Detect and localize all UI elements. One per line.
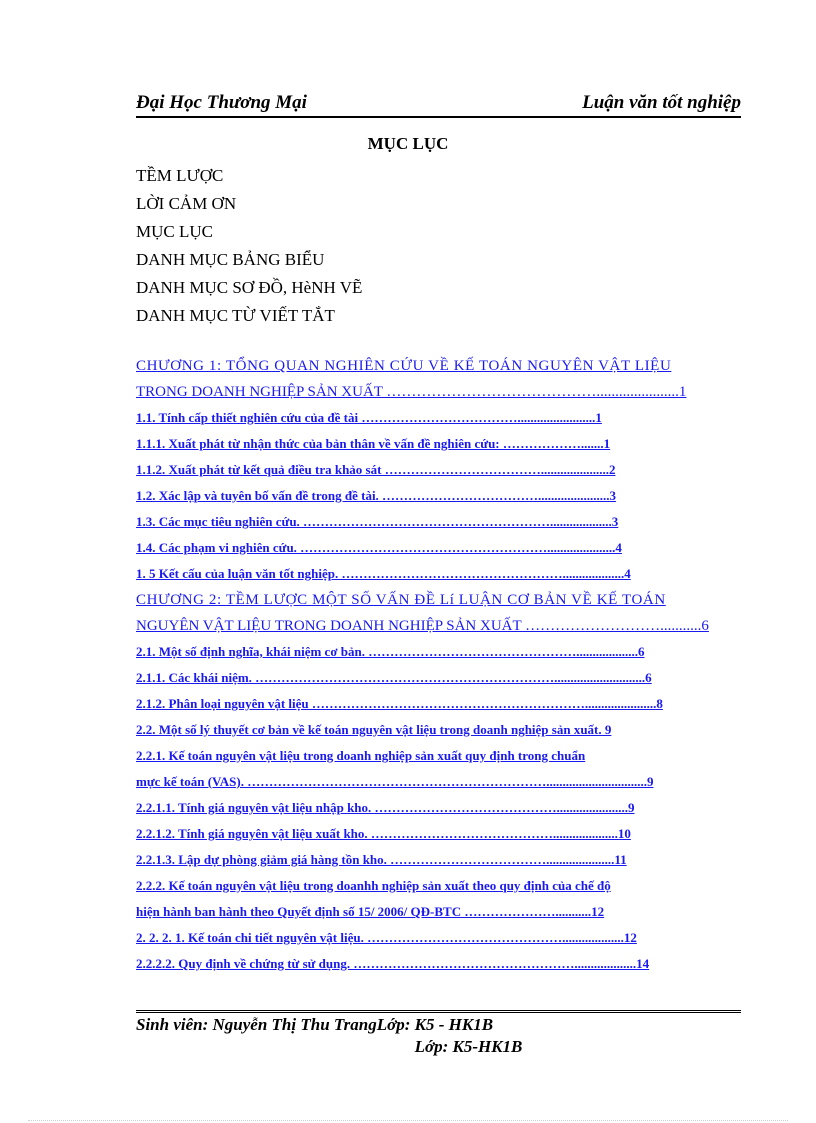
footer-student-line: Sinh viên: Nguyễn Thị Thu TrangLớp: K5 - HK1B bbox=[136, 1015, 494, 1034]
toc-entry-link[interactable]: 2. 2. 2. 1. Kế toán chi tiết nguyên vật liệu. ………………………………………...................12 bbox=[136, 930, 637, 945]
toc-entry-link[interactable]: 2.2.1.3. Lập dự phòng giảm giá hàng tồn kho. ……………………………….....................11 bbox=[136, 852, 627, 867]
page-header bbox=[136, 90, 741, 118]
toc-entry-link[interactable]: 2.2. Một số lý thuyết cơ bản về kế toán nguyên vật liệu trong doanh nghiệp sản xuất. 9 bbox=[136, 722, 612, 737]
toc-entry-link[interactable]: 1.1. Tính cấp thiết nghiên cứu của đề tài ………………………………........................1 bbox=[136, 410, 602, 425]
toc-entry-link[interactable]: 1.2. Xác lập và tuyên bố vấn đề trong đề tài. ………………………………......................3 bbox=[136, 488, 617, 503]
front-item: DANH MỤC TỪ VIẾT TẮT bbox=[136, 306, 335, 325]
toc-chapter-link[interactable]: CHƯƠNG 1: TỔNG QUAN NGHIÊN CỨU VỀ KẾ TOÁN NGUYÊN VẬT LIỆU bbox=[136, 358, 672, 374]
toc-chapter-link[interactable]: NGUYÊN VẬT LIỆU TRONG DOANH NGHIỆP SẢN XUẤT ………………………...........6 bbox=[136, 618, 709, 634]
toc-entry-link[interactable]: 1. 5 Kết cấu của luận văn tốt nghiệp. ……………………………………………...................4 bbox=[136, 566, 631, 581]
toc-entry-link[interactable]: 2.2.2.2. Quy định về chứng từ sử dụng. ……………………………………………...................14 bbox=[136, 956, 650, 971]
front-item: DANH MỤC SƠ ĐỒ, HèNH VẼ bbox=[136, 278, 363, 297]
toc-entry-link[interactable]: 2.2.1. Kế toán nguyên vật liệu trong doanh nghiệp sản xuất quy định trong chuẩn bbox=[136, 748, 586, 763]
front-item: TỀM LƯỢC bbox=[136, 166, 224, 185]
header-university: Đại Học Thương Mại bbox=[136, 92, 307, 113]
toc-entry-link[interactable]: 1.3. Các mục tiêu nghiên cứu. …………………………………………………...................3 bbox=[136, 514, 619, 529]
table-of-contents bbox=[136, 355, 741, 979]
footer-class-line: Lớp: K5-HK1B bbox=[414, 1037, 523, 1056]
toc-entry-link[interactable]: 2.1.2. Phân loại nguyên vật liệu ………………………………………………………......................8 bbox=[136, 696, 663, 711]
front-item: LỜI CẢM ƠN bbox=[136, 194, 237, 213]
toc-entry-link[interactable]: 2.1.1. Các khái niệm. ……………………………………………………………............................6 bbox=[136, 670, 652, 685]
toc-entry-link[interactable]: 1.1.1. Xuất phát từ nhận thức của bản thân về vấn đề nghiên cứu: ……………….......1 bbox=[136, 436, 611, 451]
toc-entry-link[interactable]: 2.2.1.2. Tính giá nguyên vật liệu xuất kho. ……………………………………....................10 bbox=[136, 826, 631, 841]
toc-entry-link[interactable]: 1.4. Các phạm vi nghiên cứu. ………………………………………………….....................4 bbox=[136, 540, 622, 555]
toc-chapter-link[interactable]: TRONG DOANH NGHIỆP SẢN XUẤT ……………………………………......................1 bbox=[136, 384, 687, 400]
toc-entry-link[interactable]: 2.1. Một số định nghĩa, khái niệm cơ bản. …………………………………………...................6 bbox=[136, 644, 645, 659]
page-footer bbox=[136, 1010, 741, 1057]
header-doc-type: Luận văn tốt nghiệp bbox=[582, 92, 741, 113]
front-item: MỤC LỤC bbox=[136, 222, 213, 241]
toc-entry-link[interactable]: 2.2.1.1. Tính giá nguyên vật liệu nhập kho. ……………………………………......................9 bbox=[136, 800, 635, 815]
page-bottom-divider bbox=[28, 1120, 788, 1121]
front-item: DANH MỤC BẢNG BIỂU bbox=[136, 250, 325, 269]
toc-entry-link[interactable]: 1.1.2. Xuất phát từ kết quả điều tra khảo sát ……………………………….....................2 bbox=[136, 462, 616, 477]
toc-chapter-link[interactable]: CHƯƠNG 2: TỀM LƯỢC MỘT SỐ VẤN ĐỀ Lí LUẬN CƠ BẢN VỀ KẾ TOÁN bbox=[136, 592, 666, 608]
toc-entry-link[interactable]: mực kế toán (VAS). ……………………………………………………………...............................9 bbox=[136, 774, 654, 789]
front-matter-list bbox=[136, 166, 362, 334]
page-title: MỤC LỤC bbox=[367, 134, 449, 153]
toc-entry-link[interactable]: 2.2.2. Kế toán nguyên vật liệu trong doanhh nghiệp sản xuất theo quy định của chế độ bbox=[136, 878, 611, 893]
toc-entry-link[interactable]: hiện hành ban hành theo Quyết định số 15/ 2006/ QĐ-BTC …………………...........12 bbox=[136, 904, 605, 919]
